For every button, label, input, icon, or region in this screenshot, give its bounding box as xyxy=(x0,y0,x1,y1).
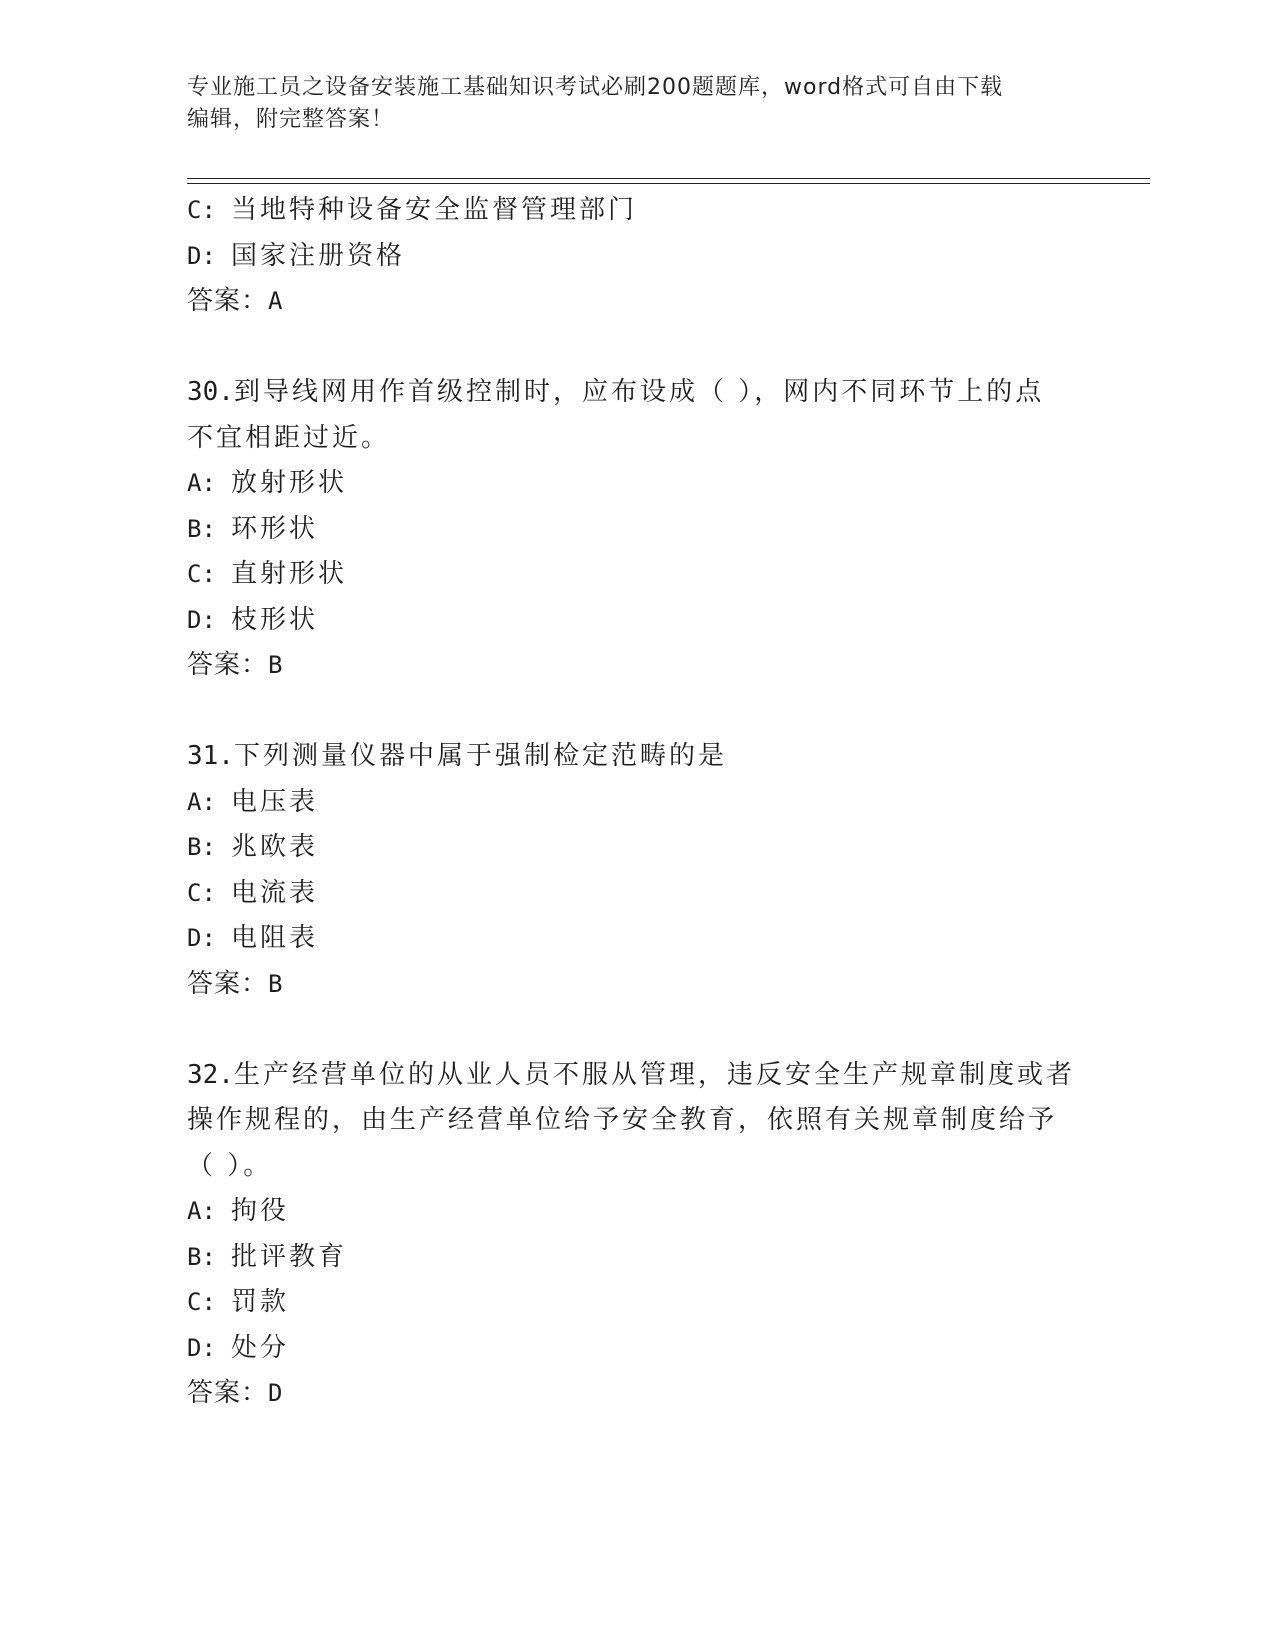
option-row xyxy=(187,1235,1087,1281)
option-letter: C: xyxy=(187,1288,216,1316)
option-letter: C: xyxy=(187,196,216,224)
option-text: 拘役 xyxy=(231,1196,290,1226)
option-row xyxy=(187,552,1087,598)
option-row xyxy=(187,1326,1087,1372)
option-text: 直射形状 xyxy=(231,559,348,589)
question-text: 下列测量仪器中属于强制检定范畴的是 xyxy=(233,741,727,771)
question-block-32 xyxy=(187,1053,1087,1417)
document-header xyxy=(187,72,1067,136)
question-text-line xyxy=(187,370,1087,416)
answer-value: B xyxy=(268,651,284,679)
option-row xyxy=(187,234,1087,280)
option-text: 电流表 xyxy=(231,877,319,908)
option-row xyxy=(187,507,1087,553)
option-row xyxy=(187,598,1087,644)
option-row xyxy=(187,1189,1087,1235)
answer-label: 答案： xyxy=(187,286,269,316)
option-text: 罚款 xyxy=(231,1287,290,1317)
header-line-1: 专业施工员之设备安装施工基础知识考试必刷200题题库，word格式可自由下载 xyxy=(187,75,1004,100)
answer-label: 答案： xyxy=(187,1378,269,1408)
question-number: 30. xyxy=(187,377,234,407)
option-letter: D: xyxy=(187,605,216,634)
question-text-line xyxy=(187,1098,1087,1144)
header-line-2: 编辑，附完整答案！ xyxy=(187,107,395,132)
question-text-line xyxy=(187,416,1087,462)
option-letter: A: xyxy=(187,787,216,816)
question-block-30 xyxy=(187,370,1087,689)
header-divider-bottom xyxy=(187,183,1150,184)
answer-label: 答案： xyxy=(187,968,269,999)
question-number: 32. xyxy=(187,1059,234,1090)
option-text: 枝形状 xyxy=(231,604,319,635)
answer-row xyxy=(187,1371,1087,1417)
spacer xyxy=(187,325,1087,371)
answer-row xyxy=(187,962,1087,1008)
option-text: 电压表 xyxy=(231,786,319,817)
question-text: 生产经营单位的从业人员不服从管理，违反安全生产规章制度或者 xyxy=(233,1059,1075,1090)
option-row xyxy=(187,188,1087,234)
previous-question-tail xyxy=(187,188,1087,325)
option-row xyxy=(187,825,1087,871)
option-row xyxy=(187,871,1087,917)
answer-value: A xyxy=(268,287,284,315)
answer-label: 答案： xyxy=(187,650,269,680)
question-text: （ ）。 xyxy=(187,1150,273,1181)
option-row xyxy=(187,916,1087,962)
question-text-line xyxy=(187,1144,1087,1190)
question-text-line xyxy=(187,734,1087,780)
option-letter: B: xyxy=(187,514,216,543)
question-text-line xyxy=(187,1053,1087,1099)
option-letter: B: xyxy=(187,1242,216,1271)
spacer xyxy=(187,1007,1087,1053)
question-block-31 xyxy=(187,734,1087,1007)
spacer xyxy=(187,689,1087,735)
option-letter: D: xyxy=(187,1333,216,1362)
question-number: 31. xyxy=(187,741,234,771)
option-letter: D: xyxy=(187,924,216,952)
option-text: 电阻表 xyxy=(231,923,319,953)
answer-value: B xyxy=(268,969,284,998)
question-text: 到导线网用作首级控制时，应布设成（ ），网内不同环节上的点 xyxy=(233,377,1045,407)
option-row xyxy=(187,1280,1087,1326)
header-divider-top xyxy=(187,178,1150,179)
option-letter: C: xyxy=(187,878,216,907)
question-text: 不宜相距过近。 xyxy=(187,422,391,453)
option-text: 批评教育 xyxy=(231,1241,348,1272)
option-letter: A: xyxy=(187,1197,216,1225)
option-text: 处分 xyxy=(231,1332,290,1363)
option-letter: B: xyxy=(187,833,216,861)
option-text: 国家注册资格 xyxy=(231,240,406,271)
option-text: 放射形状 xyxy=(231,468,348,498)
option-text: 当地特种设备安全监督管理部门 xyxy=(231,195,638,225)
option-row xyxy=(187,461,1087,507)
question-text: 操作规程的，由生产经营单位给予安全教育，依照有关规章制度给予 xyxy=(187,1105,1058,1135)
answer-row xyxy=(187,279,1087,325)
option-letter: A: xyxy=(187,469,216,497)
option-row xyxy=(187,780,1087,826)
option-text: 环形状 xyxy=(231,513,319,544)
answer-value: D xyxy=(268,1379,284,1407)
option-text: 兆欧表 xyxy=(231,832,319,862)
question-content xyxy=(187,188,1087,1417)
option-letter: D: xyxy=(187,241,216,270)
answer-row xyxy=(187,643,1087,689)
option-letter: C: xyxy=(187,560,216,588)
